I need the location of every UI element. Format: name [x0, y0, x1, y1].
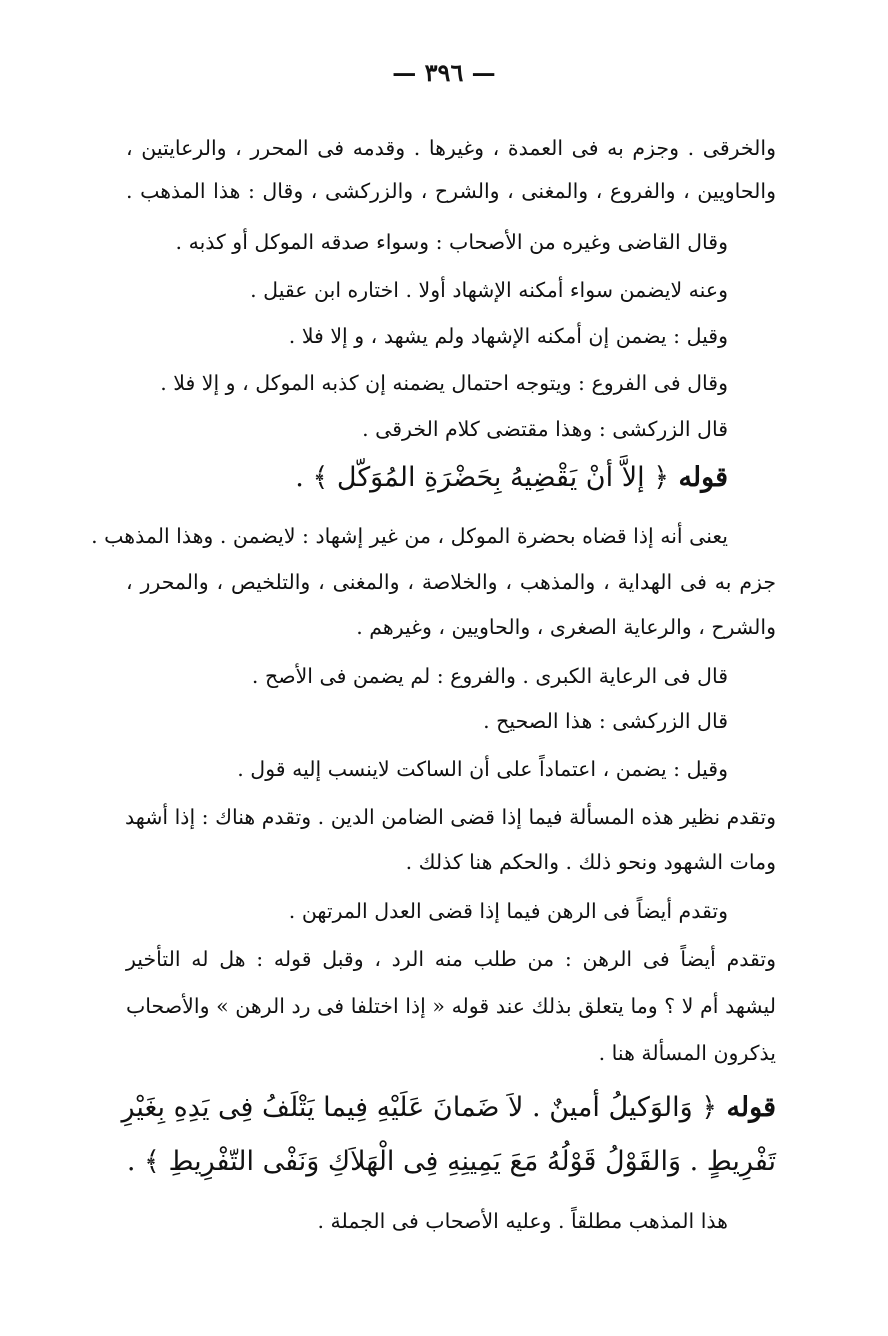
matn-heading [121, 1088, 776, 1128]
matn-heading [295, 458, 728, 498]
text-line: قال الزركشى : وهذا مقتضى كلام الخرقى . [362, 417, 728, 441]
text-line: ومات الشهود ونحو ذلك . والحكم هنا كذلك . [405, 850, 776, 874]
heading-label: قوله [678, 462, 728, 493]
text-line: وقال فى الفروع : ويتوجه احتمال يضمنه إن كذبه الموكل ، و إلا فلا . [160, 371, 728, 395]
text-line: هذا المذهب مطلقاً . وعليه الأصحاب فى الجملة . [317, 1209, 728, 1233]
heading-label: قوله [726, 1092, 776, 1123]
text-line: وتقدم أيضاً فى الرهن : من طلب منه الرد ، وقبل قوله : هل له التأخير [126, 947, 776, 971]
heading-text: تَفْرِيطٍ . وَالقَوْلُ قَوْلُهُ مَعَ يَمِينِهِ فِى الْهَلاَكِ وَنَفْى التّفْرِيطِ ﴾ . [126, 1146, 776, 1177]
text-line: جزم به فى الهداية ، والمذهب ، والخلاصة ، والمغنى ، والتلخيص ، والمحرر ، [126, 570, 776, 594]
text-line: والحاويين ، والفروع ، والمغنى ، والشرح ، والزركشى ، وقال : هذا المذهب . [126, 179, 776, 203]
text-line: وقيل : يضمن ، اعتماداً على أن الساكت لاينسب إليه قول . [237, 757, 728, 781]
heading-text: ﴿ إلاَّ أنْ يَقْضِيهُ بِحَضْرَةِ المُوَكّل ﴾ . [295, 462, 670, 493]
text-line: وعنه لايضمن سواء أمكنه الإشهاد أولا . اختاره ابن عقيل . [250, 278, 728, 302]
text-line: وتقدم أيضاً فى الرهن فيما إذا قضى العدل المرتهن . [288, 899, 728, 923]
text-line: ليشهد أم لا ؟ وما يتعلق بذلك عند قوله « إذا اختلفا فى رد الرهن » والأصحاب [126, 994, 776, 1018]
text-line: قال الزركشى : هذا الصحيح . [483, 709, 728, 733]
text-line: والخرقى . وجزم به فى العمدة ، وغيرها . وقدمه فى المحرر ، والرعايتين ، [126, 136, 776, 160]
text-line: والشرح ، والرعاية الصغرى ، والحاويين ، وغيرهم . [356, 615, 776, 639]
text-line: قال فى الرعاية الكبرى . والفروع : لم يضمن فى الأصح . [251, 664, 728, 688]
heading-text: ﴿ وَالوَكيلُ أمينٌ . لاَ ضَمانَ عَلَيْهِ فِيما يَتْلَفُ فِى يَدِهِ بِغَيْرِ [121, 1092, 718, 1123]
text-line: وقيل : يضمن إن أمكنه الإشهاد ولم يشهد ، و إلا فلا . [288, 324, 728, 348]
text-line: يعنى أنه إذا قضاه بحضرة الموكل ، من غير إشهاد : لايضمن . وهذا المذهب . [91, 524, 728, 548]
text-line: يذكرون المسألة هنا . [598, 1041, 776, 1065]
text-line: وقال القاضى وغيره من الأصحاب : وسواء صدقه الموكل أو كذبه . [175, 230, 728, 254]
matn-heading-continued [127, 1142, 776, 1182]
text-line: وتقدم نظير هذه المسألة فيما إذا قضى الضامن الدين . وتقدم هناك : إذا أشهد [125, 805, 776, 829]
page-number: — ٣٩٦ — [392, 58, 496, 87]
